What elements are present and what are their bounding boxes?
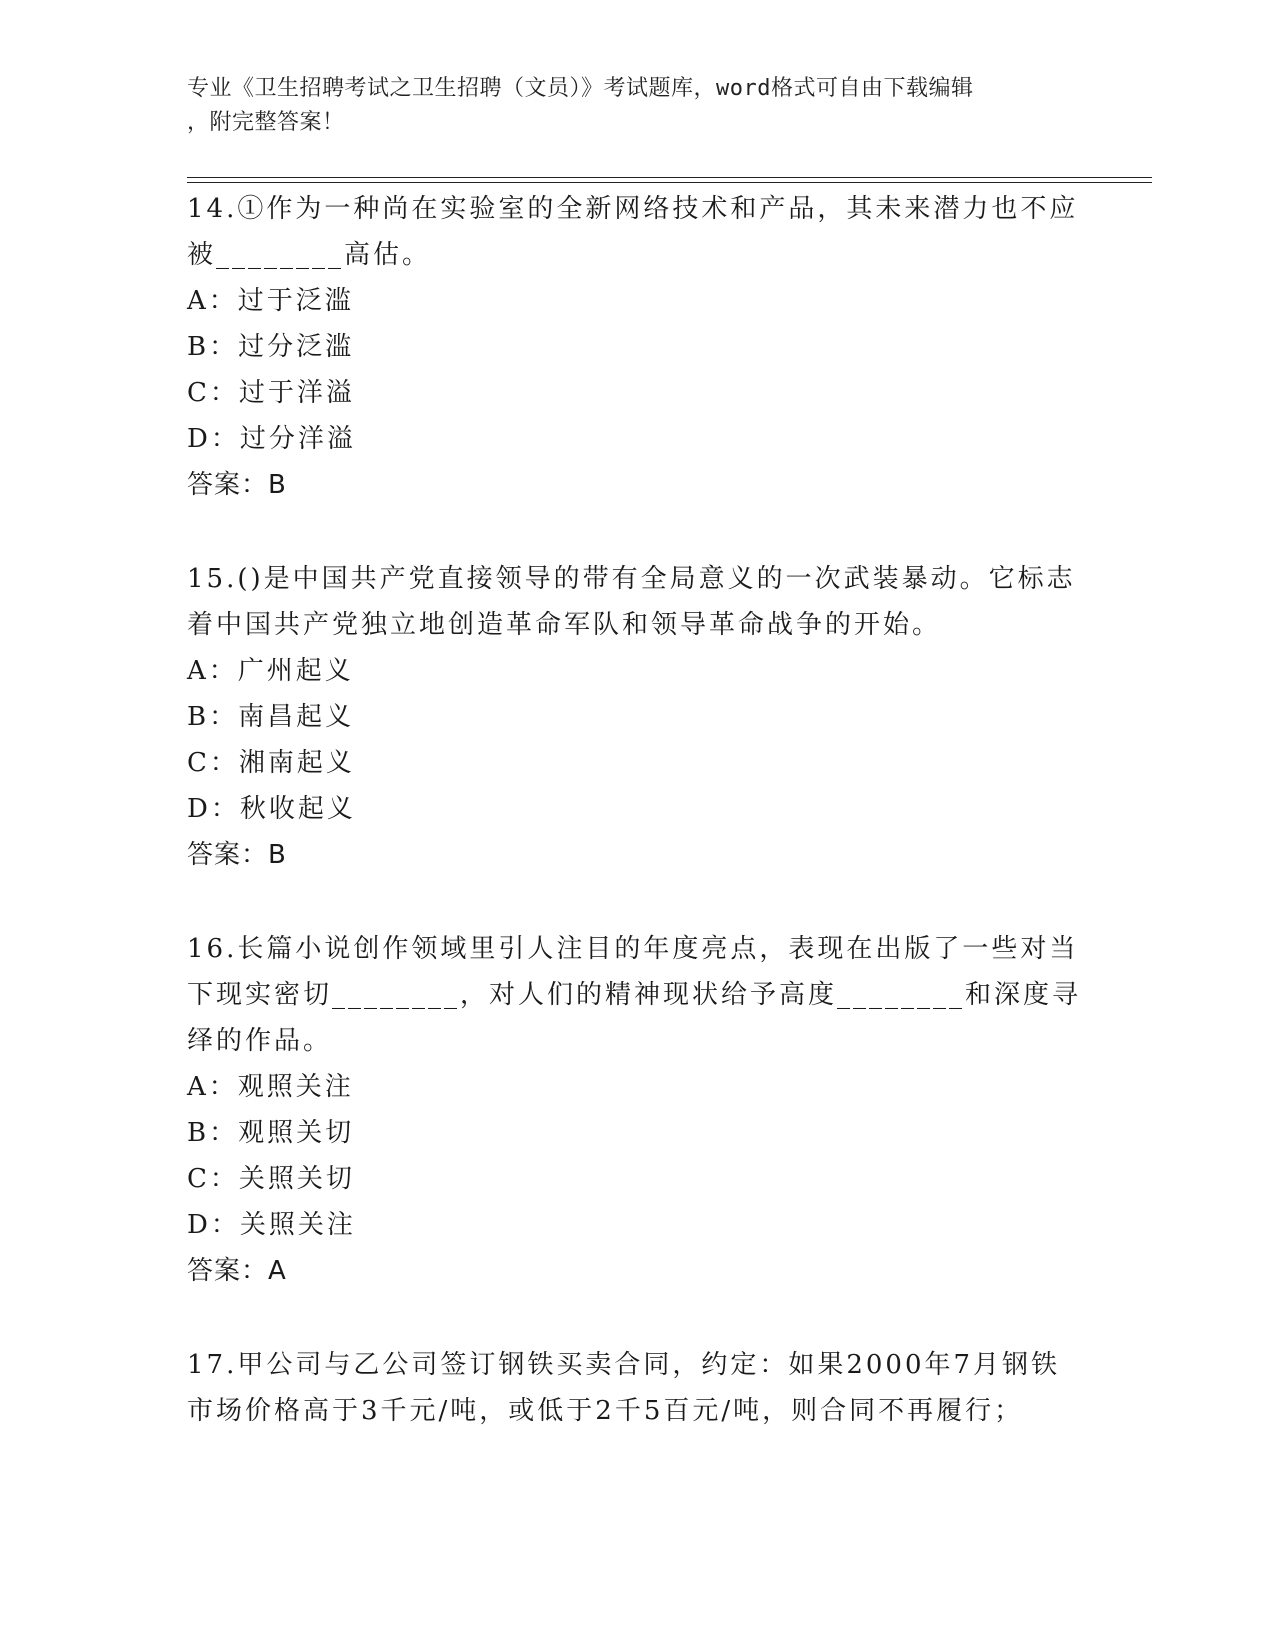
question-stem: 15.()是中国共产党直接领导的带有全局意义的一次武装暴动。它标志着中国共产党独立地创造革命军队和领导革命战争的开始。 bbox=[187, 564, 1076, 640]
question-list bbox=[187, 186, 1087, 1482]
answer-line: 答案：B bbox=[187, 470, 287, 500]
question-stem: 14.①作为一种尚在实验室的全新网络技术和产品，其未来潜力也不应被________高估。 bbox=[187, 194, 1079, 270]
question-stem: 16.长篇小说创作领域里引人注目的年度亮点，表现在出版了一些对当下现实密切________，对人们的精神现状给予高度________和深度寻绎的作品。 bbox=[187, 934, 1082, 1056]
option-a: A：观照关注 bbox=[187, 1072, 354, 1102]
option-c: C：湘南起义 bbox=[187, 748, 355, 778]
option-d: D：关照关注 bbox=[187, 1210, 356, 1240]
question-17 bbox=[187, 1342, 1087, 1434]
question-14 bbox=[187, 186, 1087, 508]
option-b: B：观照关切 bbox=[187, 1118, 355, 1148]
option-c: C：关照关切 bbox=[187, 1164, 355, 1194]
header-line-1: 专业《卫生招聘考试之卫生招聘（文员）》考试题库，word格式可自由下载编辑 bbox=[187, 76, 974, 101]
option-c: C：过于洋溢 bbox=[187, 378, 355, 408]
header-line-2: ，附完整答案！ bbox=[187, 110, 345, 135]
document-header bbox=[187, 72, 1067, 140]
answer-line: 答案：B bbox=[187, 840, 287, 870]
option-b: B：南昌起义 bbox=[187, 702, 355, 732]
question-15 bbox=[187, 556, 1087, 878]
question-stem: 17.甲公司与乙公司签订钢铁买卖合同，约定：如果2000年7月钢铁市场价格高于3千元/吨，或低于2千5百元/吨，则合同不再履行； bbox=[187, 1350, 1061, 1426]
option-b: B：过分泛滥 bbox=[187, 332, 355, 362]
answer-line: 答案：A bbox=[187, 1256, 287, 1286]
question-16 bbox=[187, 926, 1087, 1294]
header-double-rule bbox=[187, 177, 1152, 183]
option-d: D：秋收起义 bbox=[187, 794, 356, 824]
option-d: D：过分洋溢 bbox=[187, 424, 356, 454]
option-a: A：广州起义 bbox=[187, 656, 354, 686]
option-a: A：过于泛滥 bbox=[187, 286, 354, 316]
